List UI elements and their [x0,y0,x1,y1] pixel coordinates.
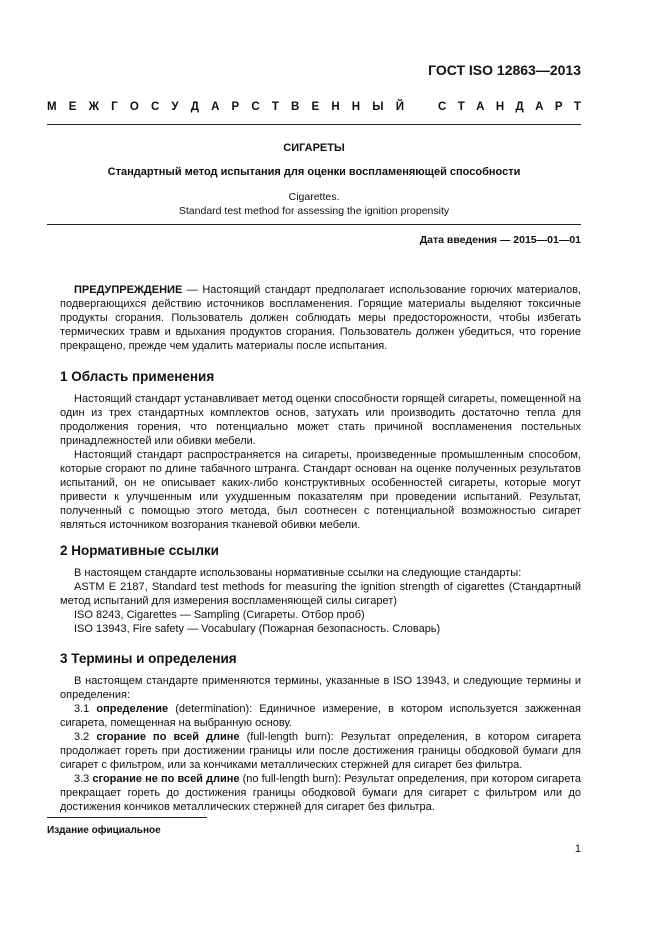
banner-letter: Е [311,101,320,113]
warning-label: ПРЕДУПРЕЖДЕНИЕ [74,284,183,296]
section-1-paragraph-2: Настоящий стандарт распространяется на сигареты, произведенные промышленным способом, которые сгорают по длине табачного штранга. Стандарт основан на оценке полученных результатов испытаний, он не описывает каких-либо конструктивных особенностей сигареты, которые могут привести к улучшенным или ухудшенным показателям при проведении испытаний. Результат, полученный с помощью этого метода, был соотнесен с потенциальной возможностью сигарет являться источником возгорания тканевой обивки мебели. [60,449,581,531]
banner-letter: Й [395,101,404,113]
section-2-heading: 2 Нормативные ссылки [60,543,219,558]
term-3-2: 3.2 сгорание по всей длине (full-length burn): Результат определения, в котором сигарета продолжает гореть при достижении границы или после достижения границы ободковой бумаги для сигарет с фильтром, или за кончиками металлических стержней для сигарет без фильтра. [60,731,581,771]
gost-number: ГОСТ ISO 12863—2013 [428,62,581,78]
banner-letter: Т [573,101,581,113]
english-title-line1: Cigarettes. [288,191,340,203]
banner-letter: О [129,101,139,113]
banner-letter: А [211,101,220,113]
banner-letter: Н [331,101,340,113]
document-subtitle: Стандартный метод испытания для оценки воспламеняющей способности [107,166,521,178]
footer-rule [47,817,207,818]
term-3-1-name: определение [96,703,169,715]
standard-type-left [47,101,404,113]
warning-text: — Настоящий стандарт предполагает использование горючих материалов, подвергающихся действию источников воспламенения. Горящие материалы выделяют токсичные продукты сгорания. Пользователь должен соблюдать меры предосторожности, чтобы избегать термических травм и вдыхания продуктов сгорания. Пользователь должен убедиться, что горение прекращено, прежде чем удалить материалы после испытания. [60,284,581,352]
term-3-1: 3.1 определение (determination): Единичное измерение, в котором используется зажженная сигарета, помещенная на выбранную основу. [60,703,581,729]
document-title: СИГАРЕТЫ [283,142,345,154]
reference-astm: ASTM E 2187, Standard test methods for measuring the ignition strength of cigarettes (Стандартный метод испытаний для измерения воспламеняющей силы сигарет) [60,581,581,607]
reference-iso-13943: ISO 13943, Fire safety — Vocabulary (Пожарная безопасность. Словарь) [74,623,441,635]
banner-letter: Г [111,101,118,113]
reference-iso-8243: ISO 8243, Cigarettes — Sampling (Сигареты. Отбор проб) [74,609,365,621]
banner-letter: Е [68,101,77,113]
section-3-heading: 3 Термины и определения [60,651,237,666]
warning-paragraph [60,283,581,353]
edition-label: Издание официальное [47,825,161,836]
banner-letter: Н [351,101,361,113]
banner-letter: А [476,101,485,113]
standard-type-right [438,101,581,113]
banner-letter: У [171,101,179,113]
term-3-2-name: сгорание по всей длине [96,731,240,743]
banner-letter: Р [554,101,563,113]
banner-letter: С [251,101,260,113]
banner-letter: В [291,101,300,113]
section-3-intro: В настоящем стандарте применяются термины, указанные в ISO 13943, и следующие термины и определения: [60,675,581,701]
banner-letter: Д [515,101,524,113]
banner-letter: С [438,101,447,113]
banner-letter: Д [190,101,199,113]
page-number: 1 [574,843,581,855]
banner-letter: Т [457,101,465,113]
header-rule-top [47,124,581,125]
banner-letter: С [150,101,160,113]
banner-letter: Н [495,101,505,113]
standard-type-banner [47,101,581,113]
banner-letter: А [535,101,544,113]
banner-letter: М [47,101,57,113]
introduction-date: Дата введения — 2015—01—01 [419,234,581,246]
section-1-paragraph-1: Настоящий стандарт устанавливает метод оценки способности горящей сигареты, помещенной на один из трех стандартных комплектов основ, затухать или производить достаточно тепла для продолжения горения, что потенциально может стать причиной воспламенения постельных принадлежностей или обивки мебели. [60,393,581,447]
term-3-3: 3.3 сгорание не по всей длине (no full-length burn): Результат определения, при котором сигарета прекращает гореть до достижения границы ободковой бумаги для сигарет с фильтром или до достижения кончиков металлических стержней для сигарет без фильтра. [60,773,582,813]
english-title-line2: Standard test method for assessing the ignition propensity [178,205,450,217]
banner-letter: Ы [372,101,384,113]
banner-letter: Ж [88,101,99,113]
header-rule-bottom [47,224,581,225]
banner-letter: Р [231,101,240,113]
section-1-heading: 1 Область применения [60,369,215,384]
section-2-intro: В настоящем стандарте использованы нормативные ссылки на следующие стандарты: [74,567,522,579]
banner-letter: Т [271,101,279,113]
term-3-3-name: сгорание не по всей длине [92,773,240,785]
